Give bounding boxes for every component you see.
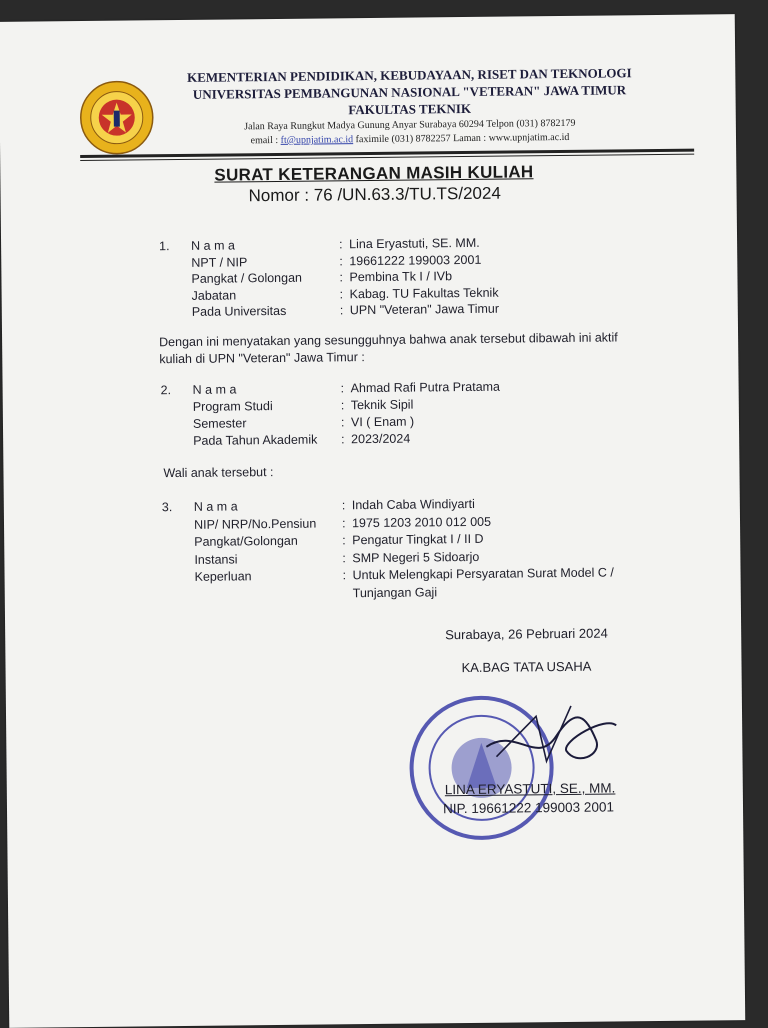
faculty-name: FAKULTAS TEKNIK [348, 100, 472, 118]
field-colon: : [339, 286, 344, 301]
field-label: N a m a [192, 382, 237, 397]
letter-number: Nomor : 76 /UN.63.3/TU.TS/2024 [248, 183, 501, 206]
field-colon: : [339, 253, 343, 268]
field-colon: : [339, 237, 343, 252]
field-value: 1975 1203 2010 012 005 [351, 514, 492, 530]
field-label: Pada Universitas [191, 303, 287, 319]
signatory-name: LINA ERYASTUTI, SE., MM. [444, 780, 616, 798]
contact-line [150, 131, 670, 147]
field-value: 19661222 199003 2001 [349, 252, 482, 268]
field-label: NPT / NIP [191, 254, 248, 270]
letter-title: SURAT KETERANGAN MASIH KULIAH [214, 162, 534, 185]
field-label: Program Studi [192, 399, 273, 414]
field-label: Instansi [194, 551, 238, 567]
statement-line-2: kuliah di UPN "Veteran" Jawa Timur : [159, 350, 365, 367]
field-value: 2023/2024 [351, 431, 411, 447]
field-colon: : [339, 270, 344, 285]
field-colon: : [340, 381, 345, 396]
field-colon: : [341, 498, 346, 513]
letter-page [0, 14, 745, 1028]
signature-icon [476, 685, 627, 777]
field-label: Pangkat/Golongan [194, 533, 298, 549]
field-label: Semester [192, 416, 247, 431]
field-colon: : [342, 550, 346, 565]
field-value: Ahmad Rafi Putra Pratama [350, 379, 501, 396]
field-label: N a m a [191, 238, 235, 253]
email-link[interactable]: ft@upnjatim.ac.id [280, 134, 354, 146]
field-value: SMP Negeri 5 Sidoarjo [352, 549, 480, 565]
field-value: Kabag. TU Fakultas Teknik [349, 285, 499, 301]
field-colon: : [341, 515, 346, 530]
field-value: Untuk Melengkapi Persyaratan Surat Model C / [352, 565, 614, 583]
section1-number: 1. [159, 239, 170, 254]
signatory-nip: NIP. 19661222 199003 2001 [442, 799, 615, 817]
field-colon: : [340, 415, 345, 430]
field-label: N a m a [193, 499, 238, 514]
field-label: Pada Tahun Akademik [193, 432, 318, 448]
statement-line-1: Dengan ini menyatakan yang sesungguhnya bahwa anak tersebut dibawah ini aktif [159, 330, 618, 350]
field-value: Pengatur Tingkat I / II D [352, 531, 484, 548]
section3-number: 3. [161, 500, 173, 515]
field-value: Indah Caba Windiyarti [351, 496, 475, 513]
field-value: UPN "Veteran" Jawa Timur [349, 301, 500, 318]
contact-suffix: faximile (031) 8782257 Laman : www.upnjatim.ac.id [353, 131, 570, 146]
field-label: NIP/ NRP/No.Pensiun [193, 516, 317, 532]
field-colon: : [341, 432, 345, 447]
field-label: Pangkat / Golongan [191, 270, 303, 286]
address-line: Jalan Raya Rungkut Madya Gunung Anyar Surabaya 60294 Telpon (031) 8782179 [244, 117, 576, 133]
field-colon: : [342, 568, 347, 583]
university-name: UNIVERSITAS PEMBANGUNAN NASIONAL "VETERAN" JAWA TIMUR [192, 82, 627, 102]
field-colon: : [339, 303, 344, 318]
guardian-intro: Wali anak tersebut : [163, 465, 274, 481]
field-value: VI ( Enam ) [350, 414, 415, 430]
field-colon: : [340, 398, 345, 413]
field-label: Jabatan [191, 287, 237, 303]
section2-number: 2. [160, 383, 172, 398]
field-value: Pembina Tk I / IVb [349, 269, 453, 285]
field-label: Keperluan [194, 569, 252, 584]
field-value: Teknik Sipil [350, 397, 414, 413]
field-value: Lina Eryastuti, SE. MM. [349, 235, 480, 252]
purpose-continuation: Tunjangan Gaji [352, 585, 438, 601]
university-logo-icon [79, 80, 154, 155]
place-date: Surabaya, 26 Pebruari 2024 [445, 625, 608, 643]
field-colon: : [342, 533, 346, 548]
ministry-name: KEMENTERIAN PENDIDIKAN, KEBUDAYAAN, RISET DAN TEKNOLOGI [186, 65, 632, 85]
email-prefix: email : [250, 134, 281, 147]
signatory-position: KA.BAG TATA USAHA [461, 658, 592, 676]
